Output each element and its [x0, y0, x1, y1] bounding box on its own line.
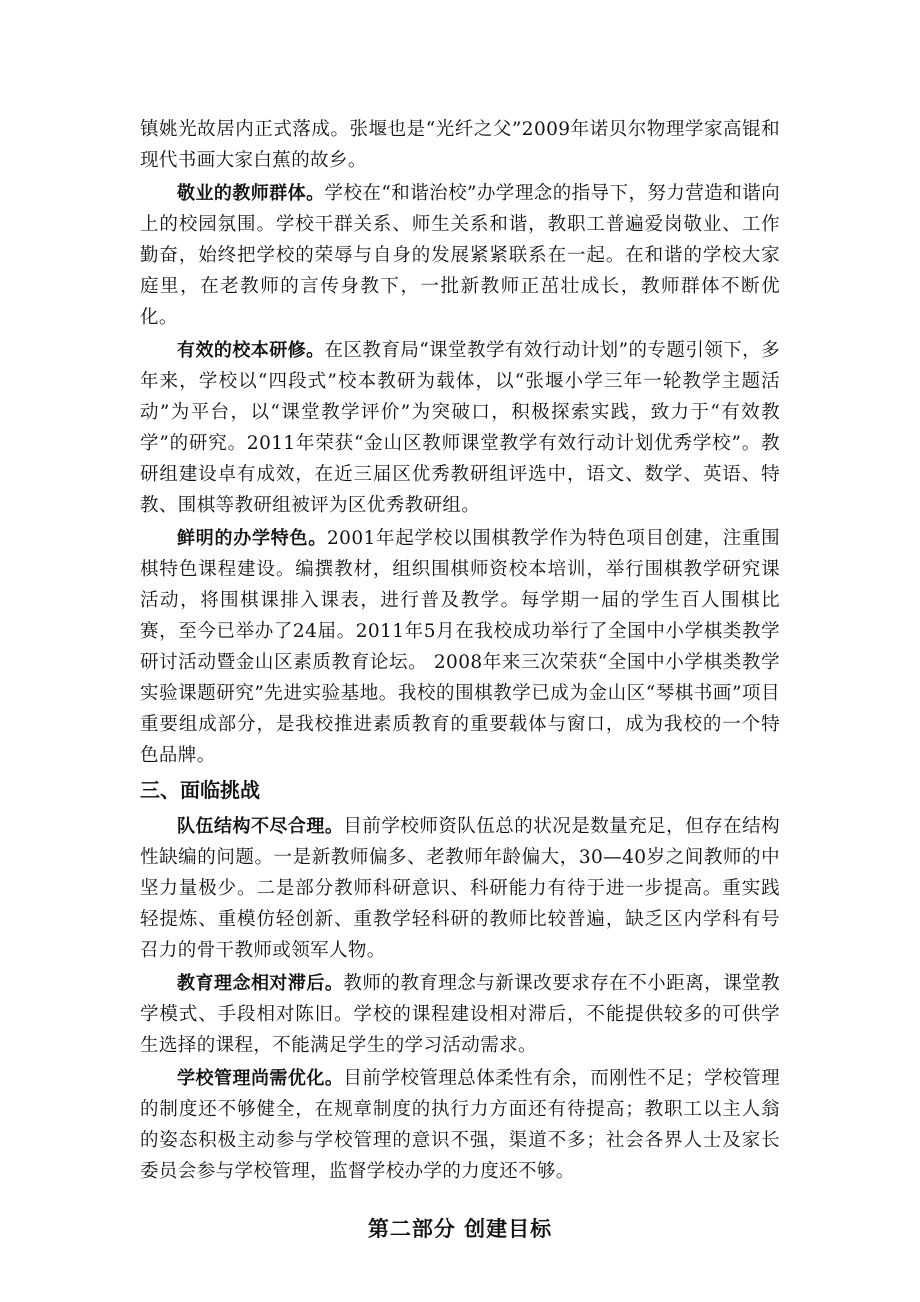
paragraph-education-concept — [140, 968, 780, 1061]
intro-paragraph: 镇姚光故居内正式落成。张堰也是“光纤之父”2009年诺贝尔物理学家高锟和现代书画大家白蕉的故乡。 — [140, 119, 780, 171]
paragraph-teacher-group — [140, 178, 780, 333]
paragraph-lead: 鲜明的办学特色。 — [177, 528, 328, 549]
paragraph-school-research — [140, 335, 780, 521]
paragraph-lead: 教育理念相对滞后。 — [177, 973, 344, 994]
paragraph-body: 教师的教育理念与新课改要求存在不小距离，课堂教学模式、手段相对陈旧。学校的课程建设相对滞后，不能提供较多的可供学生选择的课程，不能满足学生的学习活动需求。 — [140, 973, 780, 1056]
paragraph-body: 学校在“和谐治校”办学理念的指导下，努力营造和谐向上的校园氛围。学校干群关系、师生关系和谐，教职工普遍爱岗敬业、工作勤奋，始终把学校的荣辱与自身的发展紧紧联系在一起。在和谐的学校大家庭里，在老教师的言传身教下，一批新教师正茁壮成长，教师群体不断优化。 — [140, 183, 780, 328]
paragraph-body: 目前学校管理总体柔性有余，而刚性不足；学校管理的制度还不够健全，在规章制度的执行力方面还有待提高；教职工以主人翁的姿态积极主动参与学校管理的意识不强，渠道不多；社会各界人士及家长委员会参与学校管理，监督学校办学的力度还不够。 — [140, 1068, 780, 1182]
paragraph-school-feature — [140, 523, 780, 771]
paragraph-lead: 敬业的教师群体。 — [177, 183, 325, 204]
paragraph-body: 2001年起学校以围棋教学作为特色项目创建，注重围棋特色课程建设。编撰教材，组织围棋师资校本培训，举行围棋教学研究课活动，将围棋课排入课表，进行普及教学。每学期一届的学生百人围棋比赛，至今已举办了24届。2011年5月在我校成功举行了全国中小学棋类教学研讨活动暨金山区素质教育论坛。 2008年来三次荣获“全国中小学棋类教学实验课题研究”先进实验基地。我校的围棋教学已成为金山区“琴棋书画”项目重要组成部分，是我校推进素质教育的重要载体与窗口，成为我校的一个特色品牌。 — [140, 528, 780, 766]
paragraph-staff-structure — [140, 811, 780, 966]
paragraph-lead: 队伍结构不尽合理。 — [177, 816, 344, 837]
paragraph-body: 在区教育局“课堂教学有效行动计划”的专题引领下，多年来，学校以“四段式”校本教研为载体，以“张堰小学三年一轮教学主题活动”为平台，以“课堂教学评价”为突破口，积极探索实践，致力于“有效教学”的研究。2011年荣获“金山区教师课堂教学有效行动计划优秀学校”。教研组建设卓有成效，在近三届区优秀教研组评选中，语文、数学、英语、特教、围棋等教研组被评为区优秀教研组。 — [140, 340, 780, 516]
paragraph-lead: 学校管理尚需优化。 — [177, 1068, 344, 1089]
paragraph-school-management — [140, 1063, 780, 1187]
section-heading: 三、面临挑战 — [140, 778, 260, 802]
part-title: 第二部分 创建目标 — [367, 1217, 553, 1241]
paragraph-body: 目前学校师资队伍总的状况是数量充足，但存在结构性缺编的问题。一是新教师偏多、老教师年龄偏大，30—40岁之间教师的中坚力量极少。二是部分教师科研意识、科研能力有待于进一步提高。重实践轻提炼、重模仿轻创新、重教学轻科研的教师比较普遍，缺乏区内学科有号召力的骨干教师或领军人物。 — [140, 816, 780, 961]
paragraph-lead: 有效的校本研修。 — [177, 340, 325, 361]
